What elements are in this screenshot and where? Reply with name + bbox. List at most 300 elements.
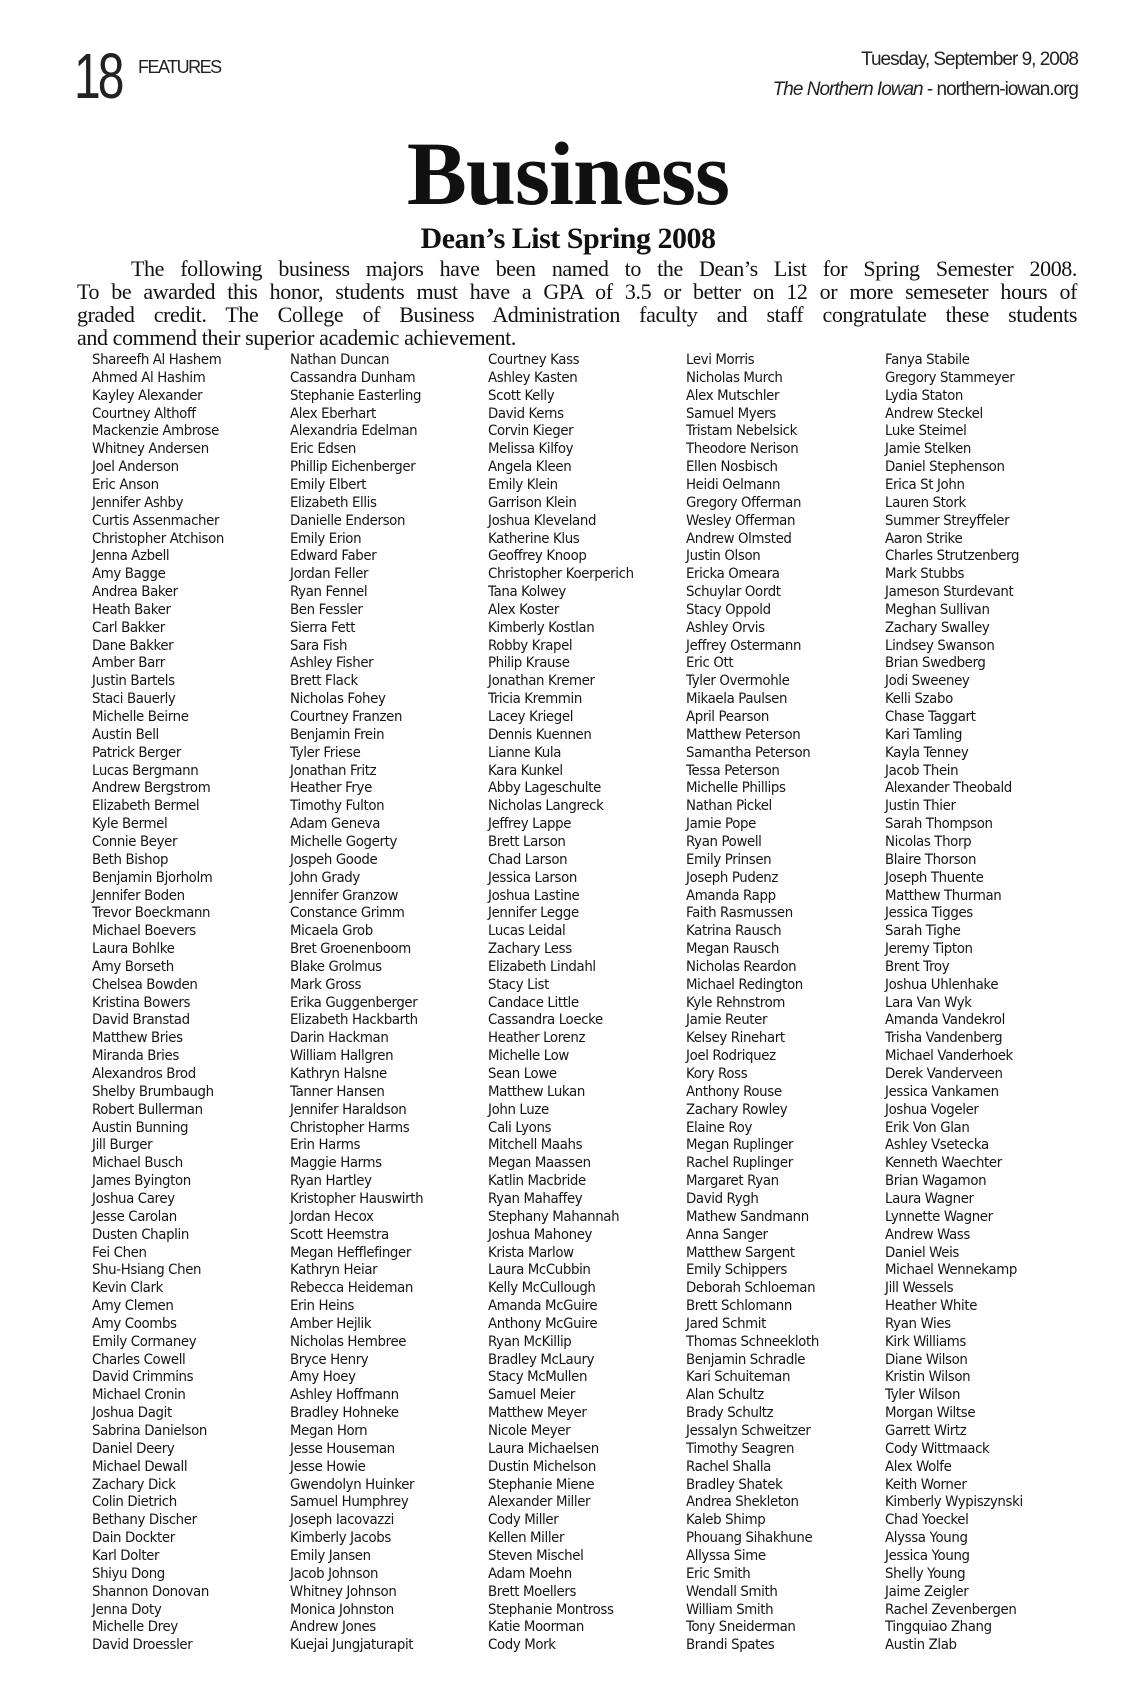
student-name: Elaine Roy: [686, 1119, 752, 1136]
student-name: Jeffrey Lappe: [488, 816, 572, 833]
student-name: Samuel Myers: [686, 405, 776, 422]
student-name: Zachary Rowley: [686, 1101, 788, 1118]
student-name: Erin Harms: [290, 1137, 361, 1154]
student-name: Matthew Bries: [92, 1030, 183, 1047]
student-name: Heath Baker: [92, 601, 171, 618]
student-name: Alex Eberhart: [290, 405, 376, 422]
student-name: Megan Rausch: [686, 941, 779, 958]
student-name: Maggie Harms: [290, 1155, 382, 1172]
student-name: Sara Fish: [290, 637, 348, 654]
student-name: Erin Heins: [290, 1298, 354, 1315]
student-name: Trisha Vandenberg: [885, 1030, 1003, 1047]
issue-date: Tuesday, September 9, 2008: [861, 49, 1078, 70]
student-name: Kathryn Halsne: [290, 1066, 387, 1082]
student-name: Levi Morris: [686, 352, 755, 368]
student-name: Brent Troy: [885, 958, 950, 975]
student-name: Erika Guggenberger: [290, 994, 418, 1011]
student-name: Trevor Boeckmann: [92, 905, 211, 922]
student-name: Katie Moorman: [488, 1619, 584, 1636]
intro-line: To be awarded this honor, students must have a GPA of 3.5 or better on 12 or more semeseter hours of: [77, 279, 1077, 304]
student-name: Emily Elbert: [290, 476, 367, 493]
student-name: Emily Prinsen: [686, 851, 772, 868]
student-name: Jennifer Ashby: [92, 494, 184, 511]
student-name: Kyle Rehnstrom: [686, 994, 786, 1011]
student-name: Margaret Ryan: [686, 1173, 779, 1190]
student-name: David Droessler: [92, 1637, 193, 1654]
student-name: Tessa Peterson: [686, 762, 780, 779]
student-name: Micaela Grob: [290, 923, 373, 940]
student-name: Michael Busch: [92, 1155, 183, 1172]
student-name: Emily Cormaney: [92, 1333, 197, 1350]
student-name: Alexander Theobald: [885, 780, 1012, 797]
student-name: Joseph Iacovazzi: [290, 1512, 394, 1529]
student-name: Courtney Kass: [488, 352, 580, 368]
student-name: Jenna Azbell: [92, 548, 170, 565]
student-name: Nicholas Langreck: [488, 798, 604, 815]
student-name: Joshua Carey: [92, 1190, 175, 1207]
student-name: Mark Gross: [290, 976, 362, 993]
student-name: Michael Boevers: [92, 923, 196, 940]
student-name: Keith Worner: [885, 1476, 967, 1493]
student-name: Lara Van Wyk: [885, 994, 972, 1011]
student-name: Garrett Wirtz: [885, 1423, 967, 1439]
student-name: Eric Ott: [686, 655, 734, 672]
student-name: Shelby Brumbaugh: [92, 1083, 214, 1100]
student-name: William Smith: [686, 1601, 774, 1618]
student-name: Brett Moellers: [488, 1583, 577, 1600]
student-name: Faith Rasmussen: [686, 905, 793, 922]
student-name: Brandi Spates: [686, 1637, 775, 1654]
student-name: Andrea Shekleton: [686, 1494, 799, 1511]
student-name: Joshua Mahoney: [488, 1226, 593, 1243]
intro-line: and commend their superior academic achievement.: [77, 325, 516, 350]
student-name: Joel Anderson: [92, 459, 179, 476]
student-name: Courtney Althoff: [92, 405, 196, 422]
student-name: Tyler Friese: [290, 744, 361, 761]
student-name: Elizabeth Lindahl: [488, 958, 596, 975]
student-name: Jeffrey Ostermann: [686, 637, 802, 654]
student-name: Laura Wagner: [885, 1190, 974, 1207]
student-name: Michelle Beirne: [92, 709, 189, 725]
student-name: Kellen Miller: [488, 1530, 565, 1547]
student-name: Jamie Stelken: [885, 441, 972, 458]
student-name: Blake Grolmus: [290, 958, 382, 975]
student-name: Emily Schippers: [686, 1262, 787, 1279]
student-name: Lianne Kula: [488, 744, 562, 761]
student-name: Jospeh Goode: [290, 851, 378, 868]
student-name: Laura Michaelsen: [488, 1440, 599, 1457]
student-name: Patrick Berger: [92, 744, 181, 761]
student-name: Jesse Houseman: [290, 1440, 395, 1457]
student-name: Stacy McMullen: [488, 1369, 588, 1386]
student-name: Michael Redington: [686, 976, 803, 993]
student-name: Scott Kelly: [488, 387, 555, 404]
student-name: Courtney Franzen: [290, 709, 403, 725]
student-name: Jessalyn Schweitzer: [686, 1423, 811, 1439]
student-name: Andrea Baker: [92, 584, 178, 601]
student-name: Nicholas Reardon: [686, 958, 797, 975]
student-name: Lucas Leidal: [488, 923, 566, 940]
student-name: Tana Kolwey: [488, 584, 566, 601]
student-name: Christopher Atchison: [92, 530, 224, 547]
student-name: Alan Schultz: [686, 1387, 764, 1404]
student-name: Andrew Bergstrom: [92, 780, 211, 797]
student-name: Cali Lyons: [488, 1119, 552, 1136]
student-name: Ryan Powell: [686, 833, 762, 850]
student-name: Kara Kunkel: [488, 762, 563, 779]
student-name: Matthew Sargent: [686, 1244, 795, 1261]
student-name: Jessica Vankamen: [885, 1083, 999, 1100]
student-name: Amy Hoey: [290, 1369, 356, 1386]
student-name: Brady Schultz: [686, 1405, 774, 1422]
student-name: Jameson Sturdevant: [885, 584, 1014, 601]
student-name: Justin Olson: [686, 548, 761, 565]
student-name: Cassandra Dunham: [290, 369, 416, 386]
student-name: Monica Johnston: [290, 1601, 394, 1618]
student-name: Scott Heemstra: [290, 1226, 389, 1243]
student-name: Jonathan Fritz: [290, 762, 377, 779]
student-name: Shannon Donovan: [92, 1583, 209, 1600]
student-name: Jessica Larson: [488, 869, 578, 886]
student-name: Wendall Smith: [686, 1583, 778, 1600]
student-name: Jeremy Tipton: [885, 941, 973, 958]
student-name: Jessica Young: [885, 1547, 970, 1564]
student-name: Robby Krapel: [488, 637, 573, 654]
student-name: Constance Grimm: [290, 905, 405, 922]
student-name: Ashley Fisher: [290, 655, 374, 672]
student-name: Samuel Humphrey: [290, 1494, 409, 1511]
student-name: Kirk Williams: [885, 1333, 966, 1350]
student-name: Amy Borseth: [92, 958, 174, 975]
intro-line: graded credit. The College of Business Administration faculty and staff congratulate these students: [77, 302, 1077, 327]
student-name: Charles Strutzenberg: [885, 548, 1020, 565]
student-name: Shareefh Al Hashem: [92, 352, 222, 368]
student-name: Benjamin Bjorholm: [92, 869, 213, 886]
student-name: Cody Miller: [488, 1512, 559, 1529]
student-name: Blaire Thorson: [885, 851, 977, 868]
student-name: Adam Moehn: [488, 1565, 572, 1582]
student-name: Amanda Rapp: [686, 887, 776, 904]
student-name: Jamie Reuter: [686, 1012, 768, 1029]
student-name: Miranda Bries: [92, 1048, 179, 1065]
student-name: Lucas Bergmann: [92, 762, 199, 779]
student-name: Dustin Michelson: [488, 1458, 596, 1475]
student-name: Jennifer Legge: [488, 905, 579, 922]
student-name: Lacey Kriegel: [488, 709, 574, 725]
student-name: Jesse Howie: [290, 1458, 366, 1475]
student-name: Ryan Wies: [885, 1315, 951, 1332]
student-name: Alex Koster: [488, 601, 560, 618]
student-name: Nicholas Hembree: [290, 1333, 407, 1350]
student-name: Stephanie Montross: [488, 1601, 614, 1618]
student-name: Allyssa Sime: [686, 1547, 766, 1564]
student-name: Michael Vanderhoek: [885, 1048, 1013, 1065]
student-name: Austin Bell: [92, 726, 159, 743]
student-name: John Luze: [488, 1101, 549, 1118]
student-name: Kelsey Rinehart: [686, 1030, 785, 1047]
student-name: Morgan Wiltse: [885, 1405, 976, 1422]
student-name: Stacy Oppold: [686, 601, 771, 618]
student-name: Aaron Strike: [885, 530, 963, 547]
student-name: Sierra Fett: [290, 619, 356, 636]
student-name: Joshua Dagit: [92, 1405, 172, 1422]
student-name: Stephanie Miene: [488, 1476, 595, 1493]
student-name: Kimberly Jacobs: [290, 1530, 391, 1547]
student-name: James Byington: [92, 1173, 191, 1190]
student-name: Luke Steimel: [885, 423, 967, 440]
student-name: Laura Bohlke: [92, 941, 175, 958]
student-name: Ericka Omeara: [686, 566, 780, 583]
student-name: Whitney Johnson: [290, 1583, 397, 1600]
student-name: Philip Krause: [488, 655, 570, 672]
student-name: Dain Dockter: [92, 1530, 175, 1547]
student-name: Andrew Olmsted: [686, 530, 792, 547]
student-name: Tricia Kremmin: [488, 691, 582, 708]
student-name: Connie Beyer: [92, 833, 178, 850]
student-name: Meghan Sullivan: [885, 601, 990, 618]
student-name: Nicole Meyer: [488, 1423, 571, 1439]
student-name: Christopher Koerperich: [488, 566, 634, 583]
student-name: Jessica Tigges: [885, 905, 973, 922]
student-name: Ellen Nosbisch: [686, 459, 778, 476]
student-name: Andrew Wass: [885, 1226, 970, 1243]
student-name: Mackenzie Ambrose: [92, 423, 219, 440]
student-name: Michelle Gogerty: [290, 833, 397, 850]
student-name: Daniel Deery: [92, 1440, 175, 1457]
student-name: Laura McCubbin: [488, 1262, 591, 1279]
student-name: Timothy Fulton: [290, 798, 385, 815]
student-name: Stephanie Easterling: [290, 387, 422, 404]
student-name: April Pearson: [686, 709, 769, 725]
student-name: Katherine Klus: [488, 530, 580, 547]
publication-name: The Northern Iowan: [772, 79, 923, 100]
student-name: Sabrina Danielson: [92, 1423, 208, 1439]
student-name: Kayla Tenney: [885, 744, 969, 761]
student-name: David Rygh: [686, 1190, 759, 1207]
student-name: Kenneth Waechter: [885, 1155, 1002, 1172]
student-name: Alexander Miller: [488, 1494, 591, 1511]
student-name: Joshua Uhlenhake: [885, 976, 999, 993]
student-name: Kristina Bowers: [92, 994, 191, 1011]
student-name: Stacy List: [488, 976, 549, 993]
student-name: Kristopher Hauswirth: [290, 1190, 424, 1207]
student-name: Nicolas Thorp: [885, 833, 972, 850]
student-name: Kevin Clark: [92, 1280, 163, 1297]
student-name: Megan Maassen: [488, 1155, 591, 1172]
student-name: Colin Dietrich: [92, 1494, 177, 1511]
student-name: Zachary Swalley: [885, 619, 990, 636]
student-name: Adam Geneva: [290, 816, 381, 833]
student-name: Matthew Meyer: [488, 1405, 587, 1422]
student-name: Austin Zlab: [885, 1637, 957, 1654]
student-name: Rachel Zevenbergen: [885, 1601, 1017, 1618]
student-name: Kayley Alexander: [92, 387, 203, 404]
student-name: Michael Dewall: [92, 1458, 188, 1475]
student-name: Bryce Henry: [290, 1351, 369, 1368]
student-name: Elizabeth Hackbarth: [290, 1012, 418, 1029]
student-name: Alex Mutschler: [686, 387, 780, 404]
student-name: Jennifer Boden: [92, 887, 185, 904]
student-name: Phillip Eichenberger: [290, 459, 416, 476]
student-name: Curtis Assenmacher: [92, 512, 220, 529]
student-name: Samantha Peterson: [686, 744, 811, 761]
student-name: Cassandra Loecke: [488, 1012, 603, 1029]
student-name: Zachary Less: [488, 941, 572, 958]
section-label: FEATURES: [138, 57, 221, 77]
student-name: Carl Bakker: [92, 619, 165, 636]
student-name: John Grady: [290, 869, 360, 886]
publication-line: [773, 80, 1078, 99]
student-name: Jennifer Granzow: [290, 887, 399, 904]
student-name: Rachel Shalla: [686, 1458, 771, 1475]
student-name: Sarah Tighe: [885, 923, 961, 940]
student-name: Bradley Hohneke: [290, 1405, 399, 1422]
student-name: Austin Bunning: [92, 1119, 189, 1136]
student-name: Matthew Peterson: [686, 726, 801, 743]
student-name: Rebecca Heideman: [290, 1280, 413, 1297]
student-name: Lynnette Wagner: [885, 1208, 993, 1225]
student-name: Deborah Schloeman: [686, 1280, 816, 1297]
student-name: Kari Tamling: [885, 726, 963, 743]
student-name: Michael Cronin: [92, 1387, 186, 1404]
student-name: Amy Coombs: [92, 1315, 177, 1332]
student-name: Melissa Kilfoy: [488, 441, 574, 458]
student-name: Nicholas Fohey: [290, 691, 386, 708]
student-name: Anna Sanger: [686, 1226, 768, 1243]
student-name: Katrina Rausch: [686, 923, 782, 940]
student-name: Ryan Hartley: [290, 1173, 372, 1190]
student-name: Benjamin Frein: [290, 726, 385, 743]
student-name: Bradley McLaury: [488, 1351, 595, 1368]
student-name: Gwendolyn Huinker: [290, 1476, 415, 1493]
student-name: Erica St John: [885, 476, 965, 493]
student-name: Timothy Seagren: [686, 1440, 795, 1457]
student-name: Brett Larson: [488, 833, 566, 850]
student-name: Ryan Fennel: [290, 584, 368, 601]
student-name: Alex Wolfe: [885, 1458, 952, 1475]
student-name: Joseph Pudenz: [686, 869, 779, 886]
student-name: Fei Chen: [92, 1244, 147, 1261]
student-name: Mathew Sandmann: [686, 1208, 809, 1225]
student-name: Christopher Harms: [290, 1119, 410, 1136]
student-name: Anthony Rouse: [686, 1083, 782, 1100]
student-name: Whitney Andersen: [92, 441, 209, 458]
student-name: Kristin Wilson: [885, 1369, 971, 1386]
student-name: Jacob Thein: [885, 762, 959, 779]
student-name: Alyssa Young: [885, 1530, 968, 1547]
student-name: Tingquiao Zhang: [885, 1619, 992, 1636]
student-name: Amy Clemen: [92, 1298, 174, 1315]
student-name: Gregory Offerman: [686, 494, 802, 511]
student-name: Cody Mork: [488, 1637, 556, 1654]
article-title: Business: [406, 125, 730, 224]
student-name: Emily Klein: [488, 476, 558, 493]
student-name: Kyle Bermel: [92, 816, 168, 833]
student-name: Ashley Hoffmann: [290, 1387, 399, 1404]
student-name: David Branstad: [92, 1012, 190, 1029]
student-name: Theodore Nerison: [686, 441, 799, 458]
student-name: Ahmed Al Hashim: [92, 369, 206, 386]
student-name: Justin Thier: [885, 798, 956, 815]
intro-line: The following business majors have been named to the Dean’s List for Spring Semester 2008.: [131, 256, 1077, 281]
student-name: Ashley Vsetecka: [885, 1137, 989, 1154]
student-name: Eric Smith: [686, 1565, 751, 1582]
student-name: Jesse Carolan: [92, 1208, 177, 1225]
student-name: Dane Bakker: [92, 637, 174, 654]
student-name: Anthony McGuire: [488, 1315, 598, 1332]
student-name: Beth Bishop: [92, 851, 169, 868]
student-name: Fanya Stabile: [885, 352, 970, 368]
student-name: Jacob Johnson: [290, 1565, 379, 1582]
page-number: 18: [74, 40, 122, 112]
student-name: Lauren Stork: [885, 494, 966, 511]
student-name: Ben Fessler: [290, 601, 363, 618]
student-name: Mitchell Maahs: [488, 1137, 583, 1154]
student-name: Cody Wittmaack: [885, 1440, 990, 1457]
student-name: Steven Mischel: [488, 1547, 584, 1564]
student-name: Amber Hejlik: [290, 1315, 372, 1332]
student-name: Michelle Low: [488, 1048, 569, 1065]
student-name: Bethany Discher: [92, 1512, 197, 1529]
student-name: Justin Bartels: [92, 673, 175, 690]
student-name: Garrison Klein: [488, 494, 577, 511]
student-name: Joshua Kleveland: [488, 512, 597, 529]
article-subtitle: Dean’s List Spring 2008: [420, 222, 716, 255]
student-name: Chad Yoeckel: [885, 1512, 969, 1529]
student-name: Jodi Sweeney: [885, 673, 970, 690]
student-name: Krista Marlow: [488, 1244, 574, 1261]
student-name: Jared Schmit: [686, 1315, 766, 1332]
student-name: Elizabeth Bermel: [92, 798, 200, 815]
student-name: Mark Stubbs: [885, 566, 965, 583]
student-name: Charles Cowell: [92, 1351, 186, 1368]
student-name: Chase Taggart: [885, 709, 976, 725]
student-name: Summer Streyffeler: [885, 512, 1010, 529]
student-name: Eric Edsen: [290, 441, 357, 458]
student-name: Chelsea Bowden: [92, 976, 198, 993]
student-name: Amber Barr: [92, 655, 165, 672]
student-name: Ashley Orvis: [686, 619, 765, 636]
student-name: Andrew Jones: [290, 1619, 376, 1636]
student-name: Karl Dolter: [92, 1547, 160, 1564]
student-name: Matthew Thurman: [885, 887, 1002, 904]
student-name: Heather Lorenz: [488, 1030, 586, 1047]
student-name: Samuel Meier: [488, 1387, 575, 1404]
student-name: Michelle Phillips: [686, 780, 786, 797]
student-name: Schuylar Oordt: [686, 584, 781, 601]
student-name: Edward Faber: [290, 548, 377, 565]
student-name: Kelli Szabo: [885, 691, 953, 708]
publication-separator: -: [922, 79, 937, 100]
student-name: Ryan McKillip: [488, 1333, 572, 1350]
student-name: Darin Hackman: [290, 1030, 389, 1047]
student-name: Danielle Enderson: [290, 512, 406, 529]
student-name: Katlin Macbride: [488, 1173, 586, 1190]
student-name: Megan Ruplinger: [686, 1137, 794, 1154]
student-name: Angela Kleen: [488, 459, 572, 476]
student-name: Jamie Pope: [686, 816, 756, 833]
student-name: Jill Burger: [92, 1137, 153, 1154]
student-name: Joshua Lastine: [488, 887, 580, 904]
student-name: Nathan Pickel: [686, 798, 772, 815]
student-name: Brett Schlomann: [686, 1298, 792, 1315]
student-name: Tyler Overmohle: [686, 673, 790, 690]
student-name: Eric Anson: [92, 476, 159, 493]
student-name: Stephany Mahannah: [488, 1208, 620, 1225]
student-name: Diane Wilson: [885, 1351, 968, 1368]
student-name: Jordan Hecox: [290, 1208, 374, 1225]
student-name: Kathryn Heiar: [290, 1262, 378, 1279]
